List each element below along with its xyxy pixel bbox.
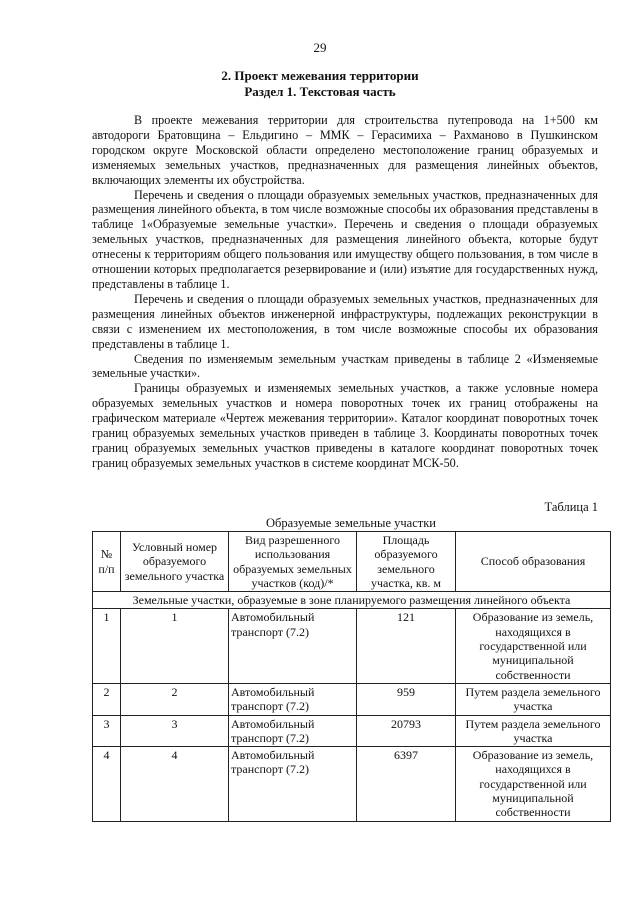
table-header-row — [93, 532, 611, 592]
header-num: № п/п — [93, 532, 121, 592]
cell-method: Образование из земель, находящихся в государственной или муниципальной собственности — [456, 747, 611, 821]
cell-usage: Автомобильный транспорт (7.2) — [229, 609, 357, 683]
cell-method: Образование из земель, находящихся в государственной или муниципальной собственности — [456, 609, 611, 683]
paragraph: Перечень и сведения о площади образуемых земельных участков, предназначенных для размещения линейного объекта, в том числе возможные способы их образования представлены в таблице 1«Образуемые земельные участки». Перечень и сведения о площади образуемых земельных участков, предназначенных для размещения линейного объекта, которые будут отнесены к территориям общего пользования или имуществу общего пользования, в том числе в отношении которых предполагается резервирование и (или) изъятие для государственных нужд, представлены в таблице 1. — [92, 187, 598, 291]
cell-area: 20793 — [357, 715, 456, 747]
heading-line-1: 2. Проект межевания территории — [221, 68, 419, 83]
page-number: 29 — [313, 40, 327, 55]
heading-line-2: Раздел 1. Текстовая часть — [244, 84, 396, 99]
cell-method: Путем раздела земельного участка — [456, 715, 611, 747]
section-title: Земельные участки, образуемые в зоне планируемого размещения линейного объекта — [93, 592, 611, 609]
paragraph: В проекте межевания территории для строительства путепровода на 1+500 км автодороги Братовщина – Ельдигино – ММК – Герасимиха – Рахманово в Пушкинском городском округе Московской области определено местоположение границ образуемых и изменяемых земельных участков, предназначенных для размещения линейных объектов, включающих элементы их обустройства. — [92, 113, 598, 187]
cell-usage: Автомобильный транспорт (7.2) — [229, 683, 357, 715]
cell-area: 959 — [357, 683, 456, 715]
table-row — [93, 609, 611, 683]
table-row — [93, 683, 611, 715]
cell-cond: 4 — [121, 747, 229, 821]
header-area: Площадь образуемого земельного участка, кв. м — [357, 532, 456, 592]
body-text — [92, 113, 598, 471]
cell-area: 6397 — [357, 747, 456, 821]
paragraph: Границы образуемых и изменяемых земельных участков, а также условные номера образуемых земельных участков и номера поворотных точек их границ отображены на графическом материале «Чертеж межевания территории». Каталог координат поворотных точек границ образуемых земельных участков приведен в таблице 3. Координаты поворотных точек границ образуемых земельных участков приведены в каталоге координат поворотных точек границ образуемых земельных участков в системе координат МСК-50. — [92, 381, 598, 470]
table-row — [93, 747, 611, 821]
header-method: Способ образования — [456, 532, 611, 592]
section-row — [93, 592, 611, 609]
cell-num: 1 — [93, 609, 121, 683]
page-title — [0, 68, 640, 100]
paragraph: Перечень и сведения о площади образуемых земельных участков, предназначенных для размещения линейных объектов инженерной инфраструктуры, подлежащих реконструкции в связи с изменением их местоположения, в том числе возможные способы их образования представлены в таблице 1. — [92, 291, 598, 351]
cell-num: 4 — [93, 747, 121, 821]
table-caption: Образуемые земельные участки — [266, 516, 436, 530]
table-label: Таблица 1 — [544, 500, 598, 514]
header-usage: Вид разрешенного использования образуемых земельных участков (код)/* — [229, 532, 357, 592]
table-row — [93, 715, 611, 747]
paragraph: Сведения по изменяемым земельным участкам приведены в таблице 2 «Изменяемые земельные участки». — [92, 351, 598, 381]
land-plots-table — [92, 531, 611, 822]
cell-usage: Автомобильный транспорт (7.2) — [229, 715, 357, 747]
cell-usage: Автомобильный транспорт (7.2) — [229, 747, 357, 821]
cell-cond: 2 — [121, 683, 229, 715]
cell-num: 2 — [93, 683, 121, 715]
cell-num: 3 — [93, 715, 121, 747]
cell-cond: 3 — [121, 715, 229, 747]
cell-area: 121 — [357, 609, 456, 683]
header-cond-number: Условный номер образуемого земельного участка — [121, 532, 229, 592]
cell-method: Путем раздела земельного участка — [456, 683, 611, 715]
cell-cond: 1 — [121, 609, 229, 683]
